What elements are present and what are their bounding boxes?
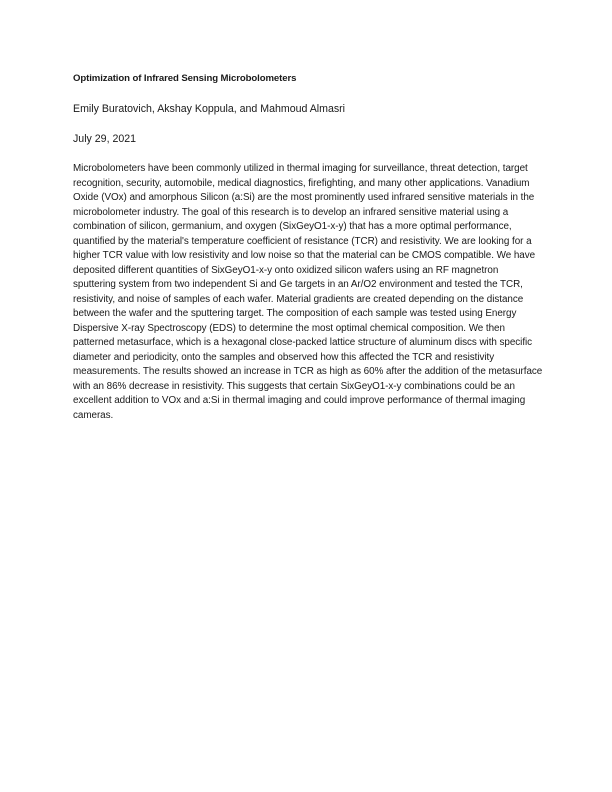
document-abstract: Microbolometers have been commonly utilized in thermal imaging for surveillance, threat detection, target recognition, security, automobile, medical diagnostics, firefighting, and many other applications. Vanadium Oxide (VOx) and amorphous Silicon (a:Si) are the most prominently used infrared sensitive materials in the microbolometer industry. The goal of this research is to develop an infrared sensitive material using a combination of silicon, germanium, and oxygen (SixGeyO1-x-y) that has a more optimal performance, quantified by the material's temperature coefficient of resistance (TCR) and resistivity. We are looking for a higher TCR value with low resistivity and low noise so that the material can be CMOS compatible. We have deposited different quantities of SixGeyO1-x-y onto oxidized silicon wafers using an RF magnetron sputtering system from two independent Si and Ge targets in an Ar/O2 environment and tested the TCR, resistivity, and noise of samples of each wafer. Material gradients are created depending on the distance between the wafer and the sputtering target. The composition of each sample was tested using Energy Dispersive X-ray Spectroscopy (EDS) to determine the most optimal chemical composition. We then patterned metasurface, which is a hexagonal close-packed lattice structure of aluminum discs with specific diameter and periodicity, onto the samples and observed how this affected the TCR and resistivity measurements. The results showed an increase in TCR as high as 60% after the addition of the metasurface with an 86% decrease in resistivity. This suggests that certain SixGeyO1-x-y combinations could be an excellent addition to VOx and a:Si in thermal imaging and could improve performance of thermal imaging cameras. (73, 163, 543, 421)
document-date: July 29, 2021 (73, 133, 137, 145)
document-content (73, 72, 543, 423)
document-authors: Emily Buratovich, Akshay Koppula, and Mahmoud Almasri (73, 103, 346, 115)
document-title: Optimization of Infrared Sensing Microbolometers (73, 73, 297, 84)
